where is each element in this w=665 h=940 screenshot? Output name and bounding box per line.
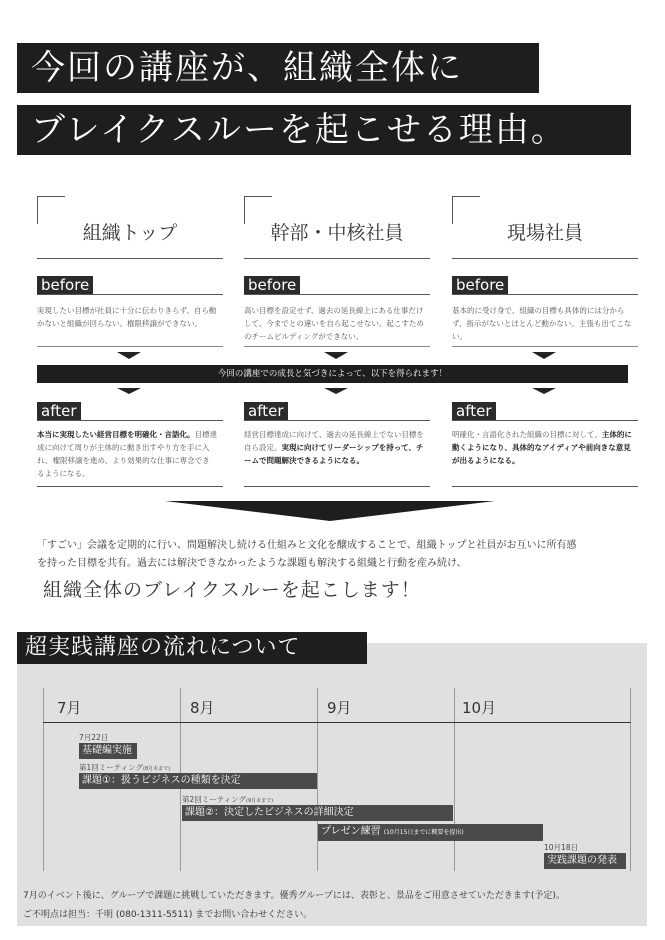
event-basics: [79, 732, 137, 759]
hero-title-line2: ブレイクスルーを起こせる理由。: [17, 105, 631, 155]
summary-line2: を持った目標を共有。過去には解決できなかったような課題も解決する組織と行動を産み続け、: [37, 558, 467, 569]
divider: [37, 486, 223, 487]
event-bar-note: (10月15日までに概要を提出): [383, 829, 464, 836]
divider: [37, 420, 223, 421]
before-tag: before: [244, 276, 300, 294]
before-text: 実現したい目標が社員に十分に伝わりきらず、自ら動かないと組織が回らない。権限移譲ができない。: [37, 306, 217, 328]
down-arrow-icon: [324, 388, 348, 394]
after-text: [452, 428, 632, 467]
down-arrow-icon: [324, 352, 348, 359]
after-text-bold: 実現に向けてリーダーシップを持って、チームで問題解決できるようになる。: [244, 443, 424, 465]
summary-line1: 「すごい」会議を定期的に行い、問題解決し続ける仕組みと文化を醸成することで、組織トップと社員がお互いに所有感: [37, 540, 577, 551]
event-label-note: (8月末まで): [143, 766, 171, 772]
role-title: 現場社員: [506, 222, 583, 244]
event-bar: 課題②：決定したビジネスの詳細決定: [182, 805, 453, 821]
after-tag: after: [37, 402, 81, 420]
divider: [244, 258, 430, 259]
event-label-text: 第2回ミーティング: [182, 795, 247, 804]
divider: [37, 258, 223, 259]
event-label: [182, 794, 453, 805]
after-text-bold: 本当に実現したい経営目標を明確化・言語化。: [37, 430, 195, 439]
month-label: 7月: [57, 699, 82, 717]
footer-contact: ご不明点は担当：千明 (080-1311-5511) までお問い合わせください。: [23, 910, 313, 920]
event-bar: 課題①：扱うビジネスの種類を決定: [79, 773, 317, 789]
after-text-bold: 主体的に動くようになり、具体的なアイディアや前向きな意見が出るようになる。: [452, 430, 632, 465]
before-text: 高い目標を設定せず、過去の延長線上にある仕事だけして、今までとの違いを自ら起こせない。起こすためのチームビルディングができない。: [244, 306, 424, 341]
divider: [452, 258, 638, 259]
month-label: 10月: [462, 699, 497, 717]
divider: [452, 420, 638, 421]
month-label: 9月: [327, 699, 352, 717]
hero-title-line1: 今回の講座が、組織全体に: [17, 43, 539, 93]
event-date: 10月18日: [544, 843, 579, 852]
growth-banner: 今回の講座での成長と気づきによって、以下を得られます！: [37, 365, 628, 383]
event-meeting2: [182, 794, 453, 821]
down-arrow-icon: [532, 352, 556, 359]
divider: [452, 346, 638, 347]
event-bar-text: プレゼン練習: [321, 826, 381, 837]
summary-headline: 組織全体のブレイクスルーを起こします！: [43, 579, 421, 601]
event-bar: [318, 824, 543, 841]
divider: [244, 486, 430, 487]
big-down-arrow-icon: [165, 501, 495, 521]
event-date: 7月22日: [79, 733, 109, 742]
before-text: 基本的に受け身で、組織の目標も具体的には分からず、指示がないとほとんど動かない。主張も出てこない。: [452, 306, 632, 341]
schedule-title: 超実践講座の流れについて: [17, 632, 367, 664]
before-tag: before: [37, 276, 93, 294]
role-title: 幹部・中核社員: [270, 222, 404, 244]
before-tag: before: [452, 276, 508, 294]
down-arrow-icon: [117, 352, 141, 359]
event-bar: 実践課題の発表: [544, 853, 626, 869]
divider: [244, 294, 430, 295]
after-tag: after: [452, 402, 496, 420]
event-bar: 基礎編実施: [79, 743, 137, 759]
month-divider: [43, 688, 44, 871]
month-label: 8月: [190, 699, 215, 717]
event-presentation-practice: [318, 824, 543, 841]
divider: [37, 346, 223, 347]
event-label-text: 第1回ミーティング: [79, 763, 144, 772]
divider: [452, 486, 638, 487]
after-tag: after: [244, 402, 288, 420]
event-label-note: (9月末まで): [246, 798, 274, 804]
event-label: [79, 762, 317, 773]
role-title: 組織トップ: [82, 222, 178, 244]
after-text-rest: 経営目標達成に向けて、過去の延長線上でない目標を自ら設定。: [244, 430, 424, 452]
divider: [452, 294, 638, 295]
month-divider: [317, 688, 318, 871]
month-divider: [630, 688, 631, 871]
after-text: [37, 428, 217, 480]
event-final-presentation: [544, 842, 626, 869]
after-text-rest: 明確化・言語化された組織の目標に対して、: [452, 430, 602, 439]
divider: [244, 420, 430, 421]
after-text-rest: 目標達成に向けて周りが主体的に動き出すやり方を手に入れ、権限移譲を進め、より効果的な仕事に専念できるようになる。: [37, 430, 217, 478]
down-arrow-icon: [117, 388, 141, 394]
month-divider: [454, 688, 455, 871]
divider: [244, 346, 430, 347]
footer-note: 7月のイベント後に、グループで課題に挑戦していただきます。優秀グループには、表彰と、景品をご用意させていただきます(予定)。: [23, 891, 565, 901]
timeline-axis: [43, 722, 631, 723]
divider: [37, 294, 223, 295]
down-arrow-icon: [532, 388, 556, 394]
after-text: [244, 428, 424, 467]
event-meeting1: [79, 762, 317, 789]
